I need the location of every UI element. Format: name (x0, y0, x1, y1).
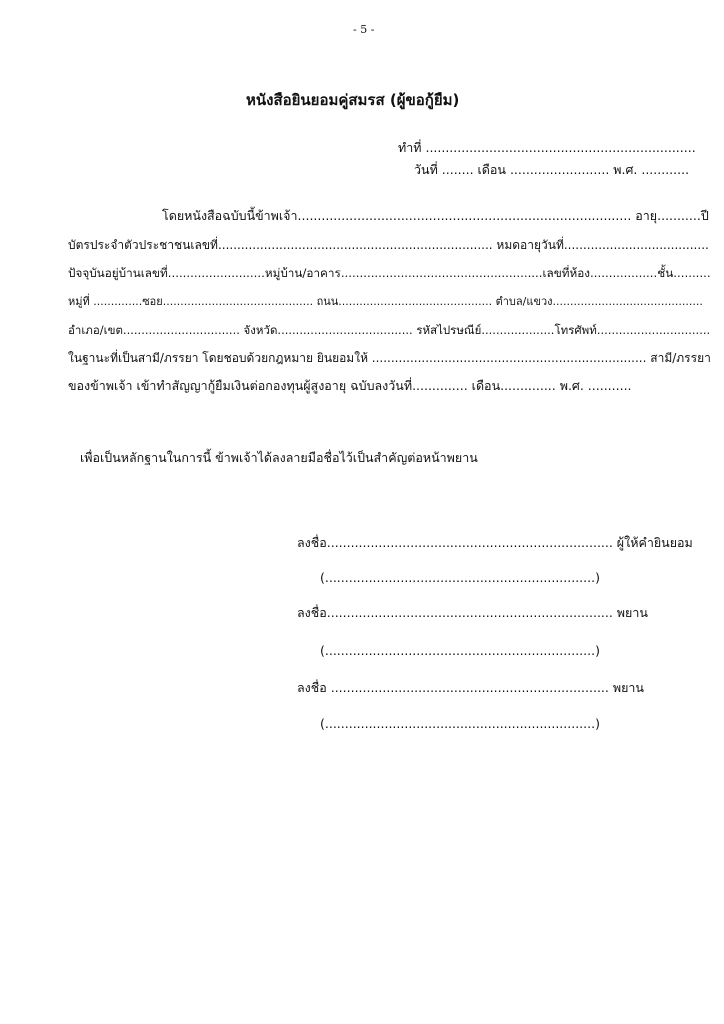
signature-witness-1: ลงชื่อ........................................................................ พยาน (297, 605, 648, 620)
body-line-name-age: โดยหนังสือฉบับนี้ข้าพเจ้า.................................................................................... อายุ...........ปี (162, 208, 709, 223)
signature-witness-2: ลงชื่อ ...................................................................... พยาน (297, 680, 644, 695)
date-line: วันที่ ........ เดือน ......................... พ.ศ. ............ (414, 162, 690, 177)
body-line-road: หมู่ที่ ..............ซอย........................................... ถนน............................................ ตำบล/แขวง........................................... (68, 295, 703, 308)
body-line-consent: ในฐานะที่เป็นสามี/ภรรยา โดยชอบด้วยกฎหมาย ยินยอมให้ ........................................................................ สามี/ภรรยา (68, 351, 711, 365)
printed-name-consenter: (....................................................................) (320, 570, 600, 585)
document-title: หนังสือยินยอมคู่สมรส (ผู้ขอกู้ยืม) (246, 91, 460, 109)
signature-consenter: ลงชื่อ........................................................................ ผู้ให้คำยินยอม (297, 535, 693, 550)
body-line-address: ปัจจุบันอยู่บ้านเลขที่..........................หมู่บ้าน/อาคาร......................................................เลขที่ห้อง..................ชั้น.......... (68, 266, 711, 280)
printed-name-witness-2: (....................................................................) (320, 716, 600, 731)
place-line: ทำที่ .................................................................... (398, 140, 696, 155)
closing-statement: เพื่อเป็นหลักฐานในการนี้ ข้าพเจ้าได้ลงลายมือชื่อไว้เป็นสำคัญต่อหน้าพยาน (80, 450, 478, 465)
printed-name-witness-1: (....................................................................) (320, 643, 600, 658)
page-number: - 5 - (353, 23, 375, 36)
body-line-id-card: บัตรประจำตัวประชาชนเลขที่........................................................................ หมดอายุวันที่...................................... (68, 238, 709, 252)
body-line-district: อำเภอ/เขต................................ จังหวัด..................................... รหัสไปรษณีย์....................โทรศัพท์............................... (68, 323, 711, 337)
body-line-contract: ของข้าพเจ้า เข้าทำสัญญากู้ยืมเงินต่อกองทุนผู้สูงอายุ ฉบับลงวันที่.............. เดือน.............. พ.ศ. ........... (68, 378, 632, 393)
